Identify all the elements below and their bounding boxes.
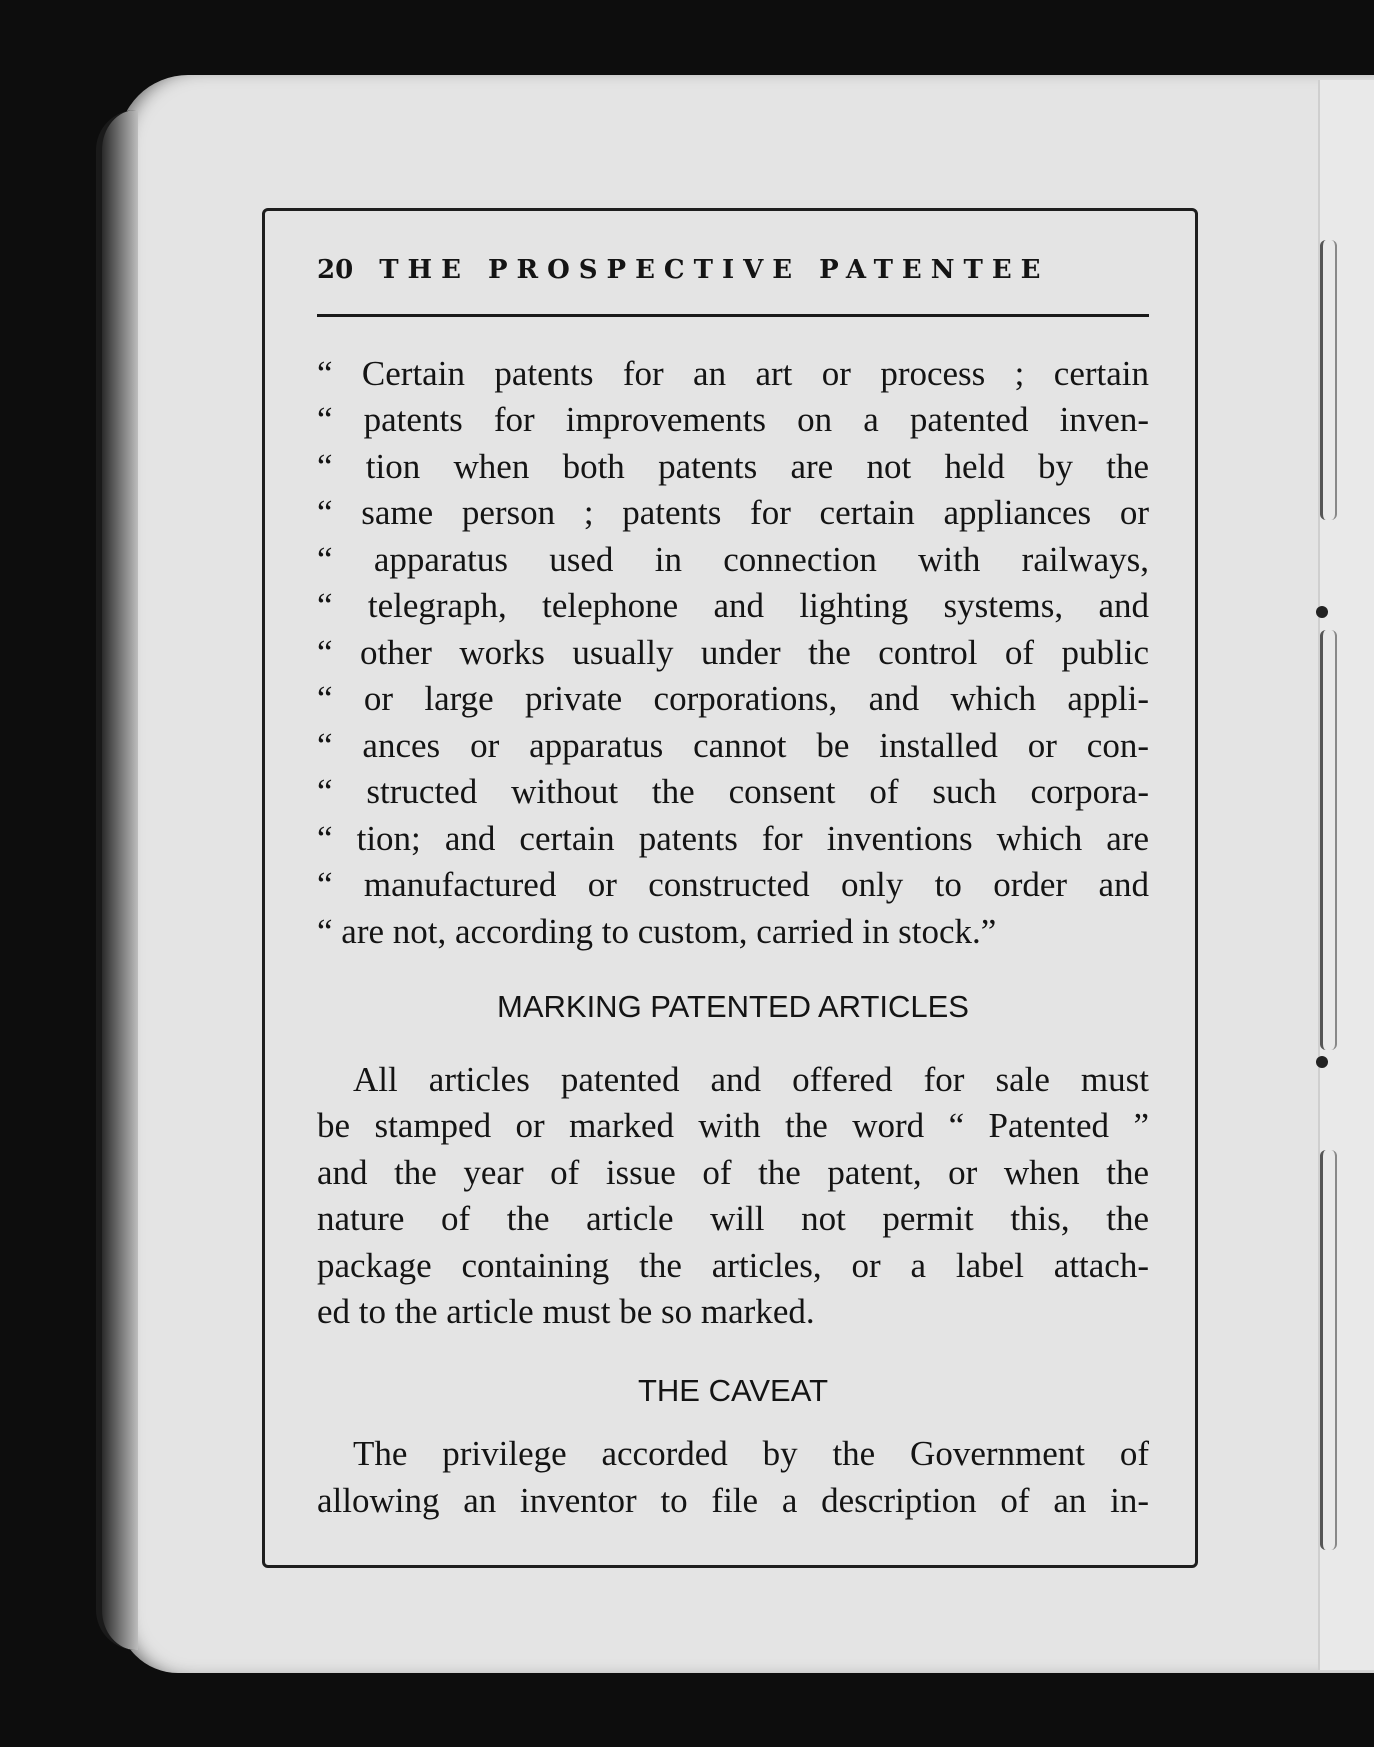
running-header [317,255,1149,285]
paragraph-line: and the year of issue of the patent, or when the [317,1153,1149,1192]
quote-line: “ other works usually under the control of public [317,633,1149,672]
binding-stitch [1320,630,1337,1050]
paragraph-line: ed to the article must be so marked. [317,1292,815,1331]
paragraph-line: package containing the articles, or a label attach- [317,1246,1149,1285]
quote-line: “ ances or apparatus cannot be installed or con- [317,726,1149,765]
quote-line: “ tion when both patents are not held by the [317,447,1149,486]
quote-line: “ tion; and certain patents for inventions which are [317,819,1149,858]
paragraph-line: be stamped or marked with the word “ Patented ” [317,1106,1149,1145]
binding-stitch-hole [1316,606,1328,618]
paragraph-line: allowing an inventor to file a description of an in- [317,1481,1149,1520]
quote-line: “ apparatus used in connection with railways, [317,540,1149,579]
quote-line: “ manufactured or constructed only to order and [317,865,1149,904]
binding-stitch-hole [1316,1056,1328,1068]
quote-line: “ are not, according to custom, carried in stock.” [317,912,997,951]
section-heading-marking: MARKING PATENTED ARTICLES [497,989,969,1024]
quote-line: “ Certain patents for an art or process ; certain [317,354,1149,393]
quote-line: “ structed without the consent of such corpora- [317,772,1149,811]
header-rule [317,314,1149,317]
running-title: THE PROSPECTIVE PATENTEE [379,255,1050,285]
page-number: 20 [317,255,354,285]
section-heading-caveat: THE CAVEAT [637,1373,829,1408]
paragraph-line: nature of the article will not permit this, the [317,1199,1149,1238]
text-frame [262,208,1198,1568]
quote-line: “ same person ; patents for certain appliances or [317,493,1149,532]
quote-line: “ patents for improvements on a patented inven- [317,400,1149,439]
binding-stitch [1320,240,1337,520]
quote-line: “ telegraph, telephone and lighting systems, and [317,586,1149,625]
binding-stitch [1320,1150,1337,1550]
paragraph-line: The privilege accorded by the Government of [353,1434,1149,1473]
paragraph-line: All articles patented and offered for sale must [353,1060,1149,1099]
quote-line: “ or large private corporations, and which appli- [317,679,1149,718]
book-spine-edge [96,110,138,1650]
